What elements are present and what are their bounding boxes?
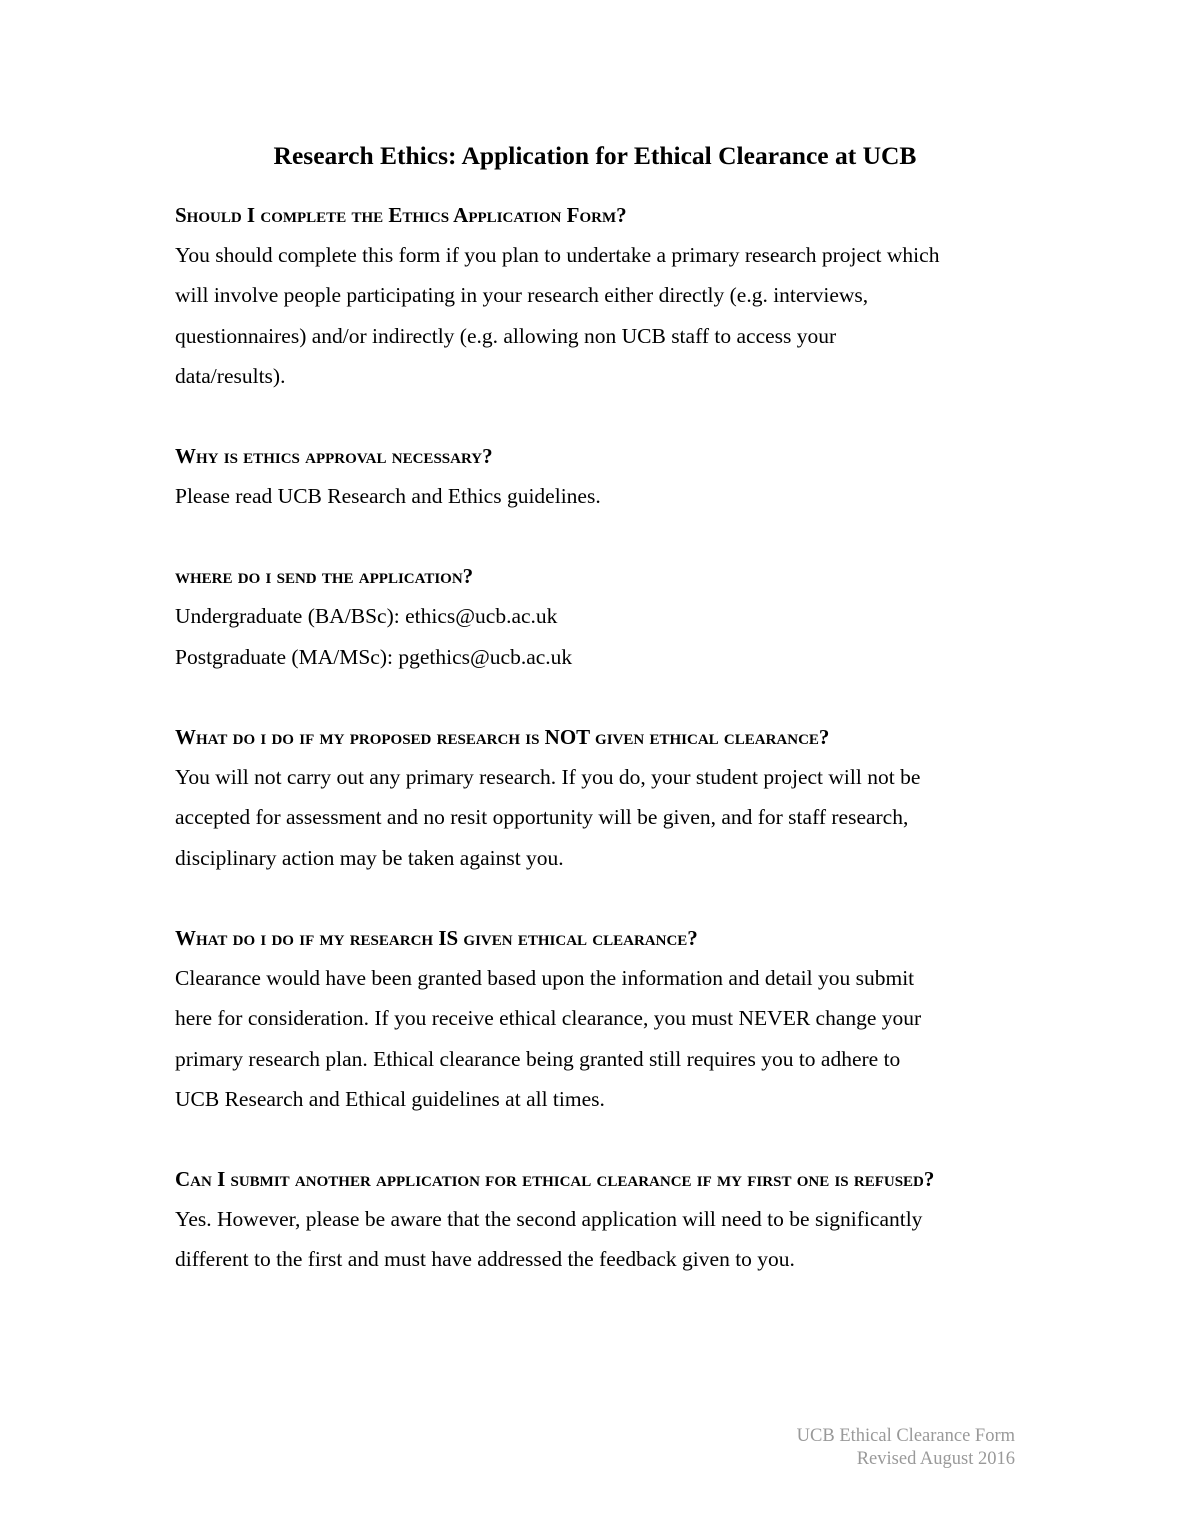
body-line: accepted for assessment and no resit opportunity will be given, and for staff research,	[175, 805, 909, 830]
undergraduate-contact: Undergraduate (BA/BSc): ethics@ucb.ac.uk	[175, 604, 558, 629]
body-line: different to the first and must have addressed the feedback given to you.	[175, 1247, 795, 1272]
section-complete-form	[175, 195, 1025, 396]
body-line: data/results).	[175, 363, 286, 388]
section-where-send	[175, 556, 1025, 677]
body-line: primary research plan. Ethical clearance being granted still requires you to adhere to	[175, 1046, 901, 1071]
footer-form-name: UCB Ethical Clearance Form	[796, 1426, 1015, 1446]
body-line: here for consideration. If you receive ethical clearance, you must NEVER change your	[175, 1006, 922, 1031]
document-body	[175, 195, 1025, 1320]
section-heading: Should I complete the Ethics Application Form?	[175, 203, 627, 227]
postgraduate-contact: Postgraduate (MA/MSc): pgethics@ucb.ac.uk	[175, 644, 573, 669]
section-heading: Can I submit another application for ethical clearance if my first one is refused?	[175, 1167, 935, 1192]
page-footer	[797, 1425, 1015, 1471]
section-heading: What do i do if my proposed research is NOT given ethical clearance?	[175, 725, 830, 750]
body-line: You should complete this form if you plan to undertake a primary research project which	[175, 243, 940, 267]
section-why-approval	[175, 436, 1025, 516]
page-title: Research Ethics: Application for Ethical Clearance at UCB	[273, 141, 917, 170]
body-line: UCB Research and Ethical guidelines at all times.	[175, 1086, 605, 1111]
section-given-clearance	[175, 918, 1025, 1119]
section-heading: Why is ethics approval necessary?	[175, 444, 493, 469]
section-heading: What do i do if my research IS given ethical clearance?	[175, 925, 698, 950]
body-line: Please read UCB Research and Ethics guidelines.	[175, 484, 601, 509]
section-resubmit	[175, 1159, 1025, 1280]
body-line: You will not carry out any primary research. If you do, your student project will not be	[175, 765, 921, 790]
section-not-given-clearance	[175, 717, 1025, 878]
body-line: will involve people participating in your research either directly (e.g. interviews,	[175, 283, 869, 308]
footer-revision-date: Revised August 2016	[856, 1449, 1015, 1469]
section-heading: where do i send the application?	[175, 564, 474, 589]
body-line: disciplinary action may be taken against you.	[175, 845, 564, 870]
body-line: Yes. However, please be aware that the second application will need to be significantly	[175, 1207, 923, 1232]
body-line: questionnaires) and/or indirectly (e.g. allowing non UCB staff to access your	[175, 323, 837, 348]
body-line: Clearance would have been granted based upon the information and detail you submit	[175, 965, 915, 990]
